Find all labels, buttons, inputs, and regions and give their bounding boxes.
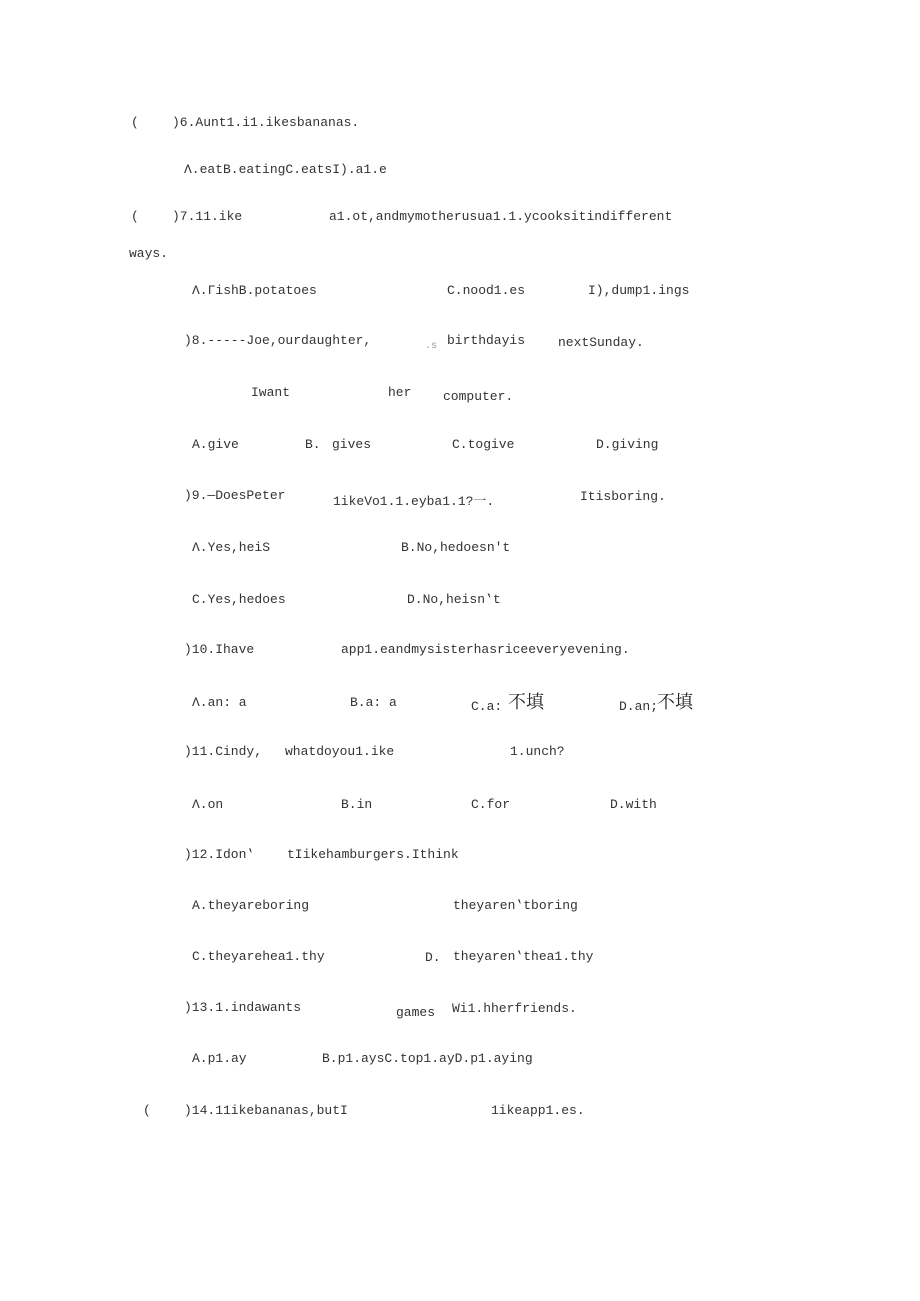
question-option: I),dump1.ings (588, 283, 690, 298)
question-option: C.Yes,hedoes (192, 592, 286, 607)
question-options: Λ.eatB.eatingC.eatsI).a1.e (184, 162, 387, 177)
question-stem: Itisboring. (580, 489, 666, 504)
question-stem: Wi1.hherfriends. (452, 1001, 577, 1016)
question-stem: ways. (129, 246, 169, 261)
question-option: D.with (610, 797, 657, 812)
answer-paren: ( (131, 209, 139, 224)
question-stem: )13.1.indawants (184, 1000, 302, 1015)
question-option: C.togive (452, 437, 515, 452)
question-stem: computer. (443, 389, 514, 404)
question-option-label: B. (305, 437, 321, 452)
question-stem: )9.—DoesPeter (184, 488, 286, 503)
question-option: Λ.Yes,heiS (192, 540, 271, 555)
question-option: B.a: a (350, 695, 397, 710)
question-option: A.give (192, 437, 239, 452)
question-stem: 1ikeVo1.1.eyba1.1?一. (333, 494, 495, 509)
question-option: theyaren‛tboring (453, 898, 578, 913)
question-option: C.theyarehea1.thy (192, 949, 325, 964)
question-option: C.nood1.es (447, 283, 526, 298)
question-stem: )11.Cindy, (184, 744, 263, 759)
question-stem: a1.ot,andmymotherusua1.1.ycooksitindifferent (329, 209, 673, 224)
question-stem: )10.Ihave (184, 642, 255, 657)
answer-paren: ( (143, 1103, 151, 1118)
question-option: B.in (341, 797, 373, 812)
question-stem: )7.11.ike (172, 209, 243, 224)
question-option: Λ.on (192, 797, 224, 812)
question-stem: Iwant (251, 385, 291, 400)
question-stem: games (396, 1005, 436, 1020)
question-stem: 1.unch? (510, 744, 565, 759)
stray-fragment: .s (425, 341, 438, 352)
question-option: Λ.ΓishB.potatoes (192, 283, 317, 298)
question-option: Λ.an: a (192, 695, 247, 710)
question-option: D.giving (596, 437, 659, 452)
question-option: A.theyareboring (192, 898, 310, 913)
question-stem: her (388, 385, 412, 400)
question-option: D.No,heisn‛t (407, 592, 501, 607)
question-stem: nextSunday. (558, 335, 644, 350)
question-stem: tIikehamburgers.Ithink (287, 847, 459, 862)
question-option: theyaren‛thea1.thy (453, 949, 594, 964)
question-option-label: C.a: (471, 699, 503, 714)
question-option: A.p1.ay (192, 1051, 247, 1066)
question-option: 不填 (657, 692, 693, 713)
question-stem: )14.11ikebananas,butI (184, 1103, 348, 1118)
question-option: B.No,hedoesn't (401, 540, 511, 555)
question-stem: birthdayis (447, 333, 526, 348)
question-stem: )8.-----Joe,ourdaughter, (184, 333, 372, 348)
question-stem: whatdoyou1.ike (285, 744, 395, 759)
question-option: C.for (471, 797, 511, 812)
question-option: 不填 (508, 692, 544, 713)
answer-paren: ( (131, 115, 139, 130)
question-option: B.p1.aysC.top1.ayD.p1.aying (322, 1051, 533, 1066)
question-stem: app1.eandmysisterhasriceeveryevening. (341, 642, 630, 657)
question-option-label: D.an; (619, 699, 659, 714)
question-option: gives (332, 437, 372, 452)
question-stem: 1ikeapp1.es. (491, 1103, 585, 1118)
question-stem: )12.Idon‛ (184, 847, 255, 862)
question-option-label: D. (425, 950, 441, 965)
question-stem: )6.Aunt1.i1.ikesbananas. (172, 115, 360, 130)
